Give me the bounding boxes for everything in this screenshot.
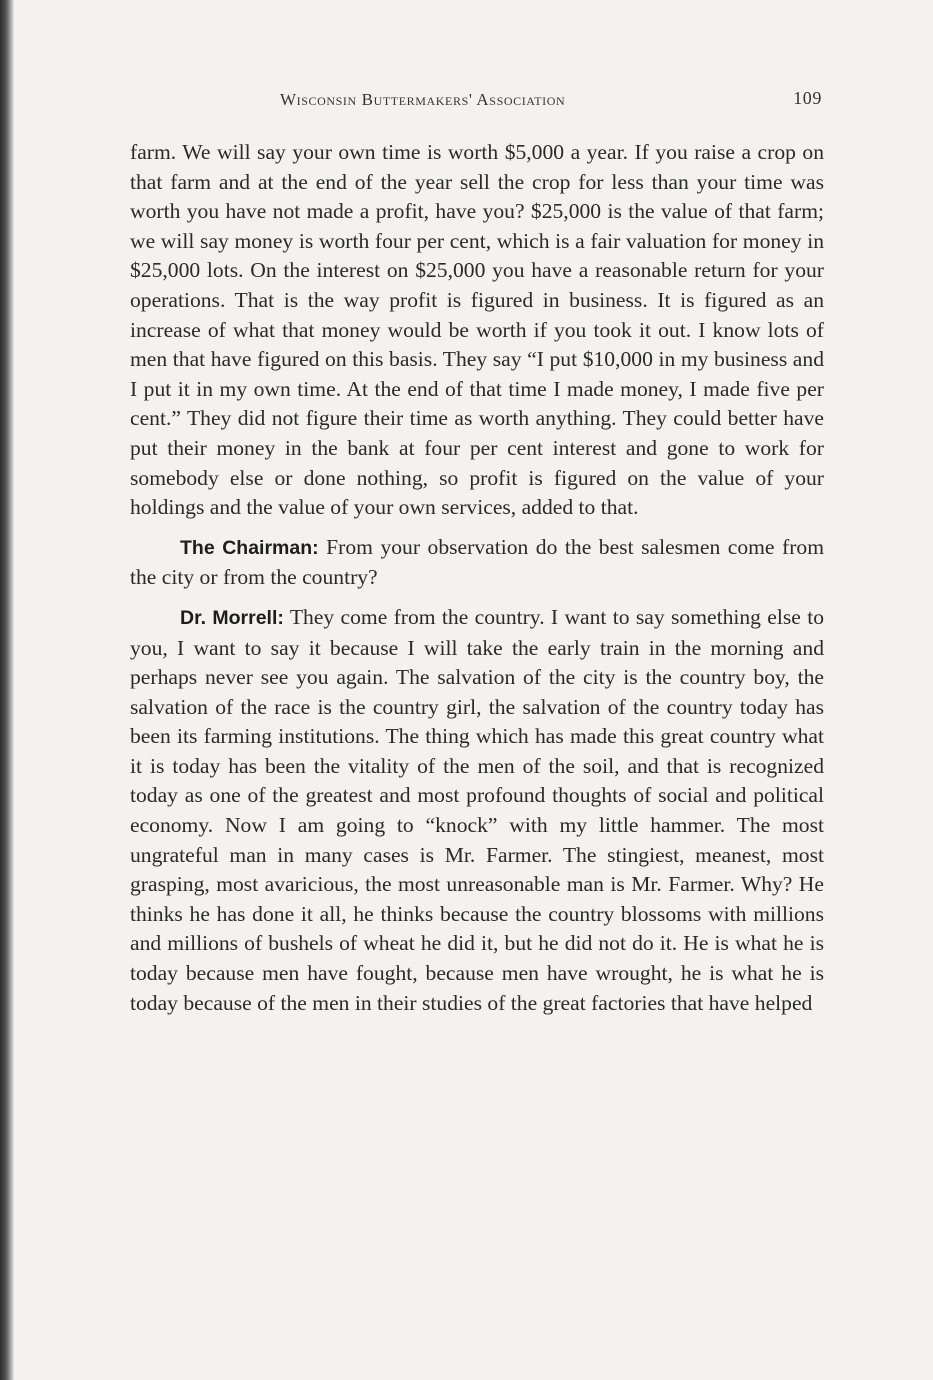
paragraph-text: They come from the country. I want to say something else to you, I want to say it because I will take the early train in the morning and perhaps never see you again. The salvation of the city is the country boy, the salvation of the race is the country girl, the salvation of the country today has been its farming institutions. The thing which has made this great country what it is today has been the vitality of the men of the soil, and that is recognized today as one of the greatest and most profound thoughts of social and political economy. Now I am going to “knock” with my little hammer. The most ungrateful man in many cases is Mr. Farmer. The stingiest, meanest, most grasping, most avaricious, the most unreasonable man is Mr. Farmer. Why? He thinks he has done it all, he thinks because the country blossoms with millions and millions of bushels of wheat he did it, but he did not do it. He is what he is today because men have fought, because men have wrought, he is what he is today because of the men in their studies of the great factories that have helped <box>130 604 824 1015</box>
speaker-label: The Chairman: <box>180 536 319 559</box>
body-text <box>130 138 824 1018</box>
paragraph-chairman <box>130 533 824 593</box>
running-head <box>130 86 824 114</box>
paragraph-morrell <box>130 603 824 1018</box>
paragraph-text: From your observation do the best salesmen come from the city or from the country? <box>130 534 824 590</box>
book-page <box>130 86 824 1018</box>
page-number: 109 <box>793 88 822 108</box>
running-title: Wisconsin Buttermakers' Association <box>280 90 566 109</box>
paragraph-continued <box>130 138 824 523</box>
speaker-label: Dr. Morrell: <box>180 606 284 629</box>
paragraph-text: farm. We will say your own time is worth $5,000 a year. If you raise a crop on that farm and at the end of the year sell the crop for less than your time was worth you have not made a profit, have you? $25,000 is the value of that farm; we will say money is worth four per cent, which is a fair valuation for money in $25,000 lots. On the interest on $25,000 you have a reasonable return for your operations. That is the way profit is figured in business. It is figured as an increase of what that money would be worth if you took it out. I know lots of men that have figured on this basis. They say “I put $10,000 in my business and I put it in my own time. At the end of that time I made money, I made five per cent.” They did not figure their time as worth anything. They could better have put their money in the bank at four per cent interest and gone to work for somebody else or done nothing, so profit is figured on the value of your holdings and the value of your own services, added to that. <box>130 140 824 520</box>
book-gutter-shadow <box>0 0 14 1380</box>
